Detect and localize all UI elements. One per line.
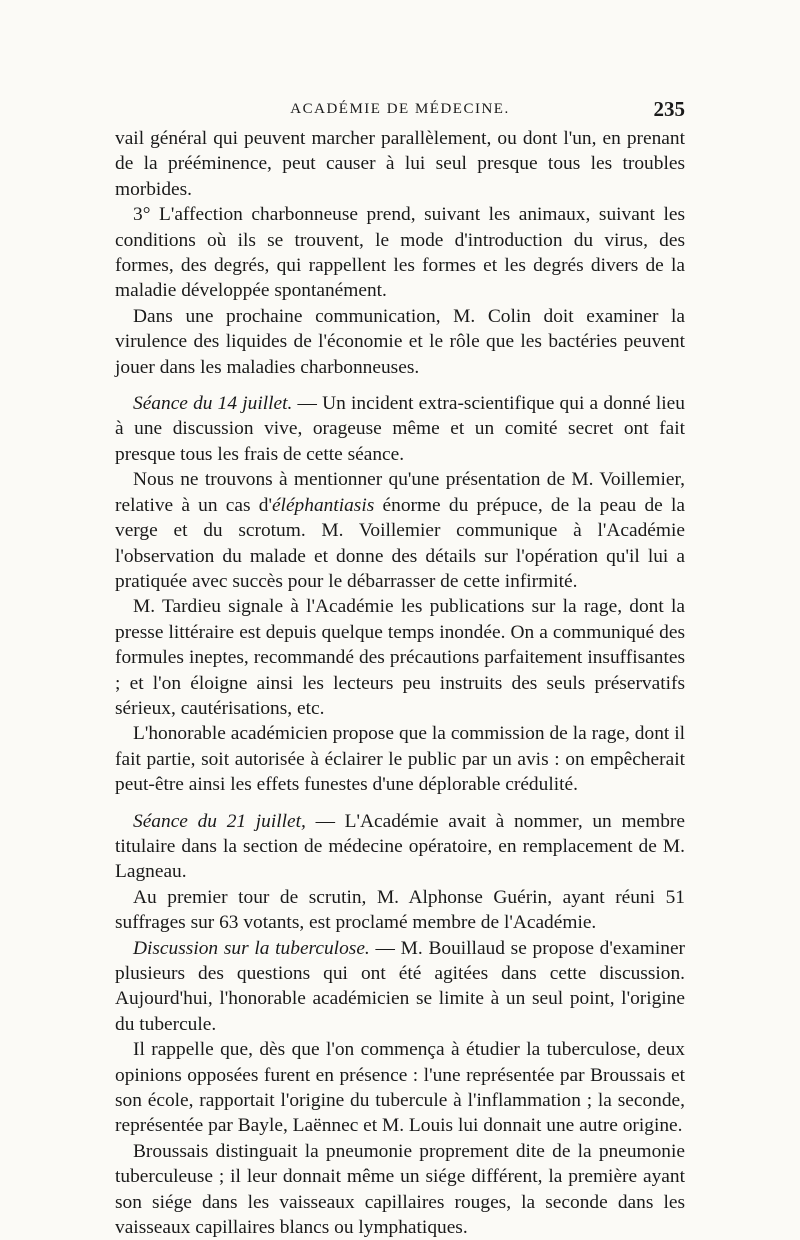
- page-number: 235: [653, 97, 685, 121]
- section-heading: Discussion sur la tuberculose.: [133, 937, 370, 959]
- paragraph-broussais-pneumonie: Broussais distinguait la pneumonie proprement dite de la pneumonie tuberculeuse ; il leur donnait même un siége différent, la première ayant son siége dans les vaisseaux capillaires rouges, la seconde dans les vaisseaux capillaires blancs ou lymphatiques.: [115, 1140, 685, 1239]
- paragraph-commission-rage: L'honorable académicien propose que la commission de la rage, dont il fait partie, soit autorisée à éclairer le public par un avis : on empêcherait peut-être ainsi les effets funestes d'une déplorable crédulité.: [115, 723, 685, 796]
- paragraph-broussais-opinions: Il rappelle que, dès que l'on commença à étudier la tuberculose, deux opinions opposées furent en présence : l'une représentée par Broussais et son école, rapportait l'origine du tubercule à l'inflammation ; la seconde, représentée par Bayle, Laënnec et M. Louis lui donnait une autre origine.: [115, 1039, 685, 1137]
- paragraph-voillemier: Nous ne trouvons à mentionner qu'une présentation de M. Voillemier, relative à un cas d'éléphantiasis énorme du prépuce, de la peau de la verge et du scrotum. M. Voillemier communique à l'Académie l'observation du malade et donne des détails sur l'opération qu'il lui a pratiquée avec succès pour le débarrasser de cette infirmité.: [115, 469, 685, 592]
- session-heading: Séance du 14 juillet.: [133, 393, 293, 415]
- body-text: [115, 126, 685, 1240]
- paragraph-continuation: vail général qui peuvent marcher parallèlement, ou dont l'un, en prenant de la prééminence, peut causer à lui seul presque tous les troubles morbides.: [115, 128, 685, 200]
- paragraph-point-3: 3° L'affection charbonneuse prend, suivant les animaux, suivant les conditions où ils se trouvent, le mode d'introduction du virus, des formes, des degrés, qui rappellent les formes et les degrés divers de la maladie développée spontanément.: [115, 204, 685, 302]
- session-heading: Séance du 21 juillet,: [133, 810, 306, 832]
- paragraph-tuberculose: Discussion sur la tuberculose. — M. Bouillaud se propose d'examiner plusieurs des questions qui ont été agitées dans cette discussion. Aujourd'hui, l'honorable académicien se limite à un seul point, l'origine du tubercule.: [115, 937, 686, 1035]
- page-header: [115, 97, 685, 123]
- paragraph-seance-21-juillet: Séance du 21 juillet, — L'Académie avait à nommer, un membre titulaire dans la section de médecine opératoire, en remplacement de M. Lagneau.: [115, 810, 685, 883]
- running-head: ACADÉMIE DE MÉDECINE.: [290, 101, 510, 117]
- paragraph-scrutin: Au premier tour de scrutin, M. Alphonse Guérin, ayant réuni 51 suffrages sur 63 votants, est proclamé membre de l'Académie.: [115, 886, 685, 934]
- paragraph-tardieu: M. Tardieu signale à l'Académie les publications sur la rage, dont la presse littéraire est depuis quelque temps inondée. On a communiqué des formules ineptes, recommandé des précautions parfaitement insuffisantes ; et l'on éloigne ainsi les lecteurs peu instruits des seuls préservatifs sérieux, cautérisations, etc.: [115, 596, 685, 719]
- paragraph-colin: Dans une prochaine communication, M. Colin doit examiner la virulence des liquides de l'économie et le rôle que les bactéries peuvent jouer dans les maladies charbonneuses.: [115, 305, 685, 378]
- paragraph-seance-14-juillet: Séance du 14 juillet. — Un incident extra-scientifique qui a donné lieu à une discussion vive, orageuse même et un comité secret ont fait presque tous les frais de cette séance.: [115, 393, 685, 465]
